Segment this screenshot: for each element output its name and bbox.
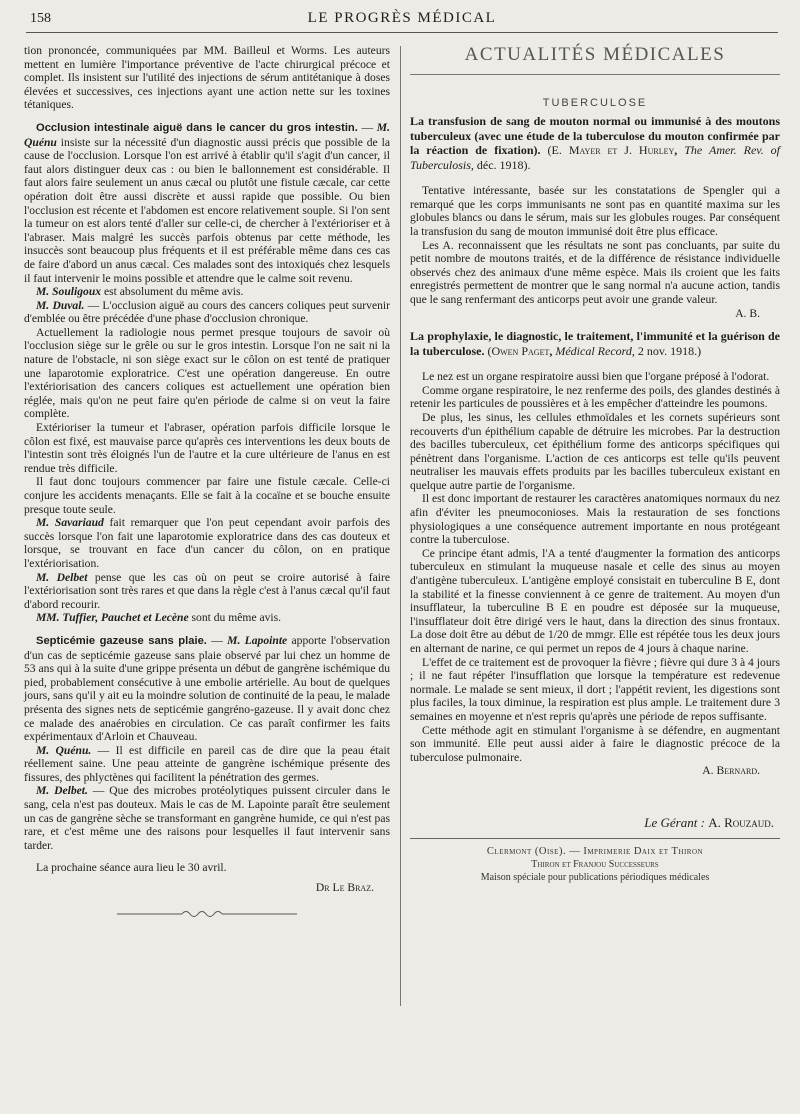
paragraph — [24, 285, 390, 299]
paragraph: Tentative intéressante, basée sur les constatations de Spengler qui a remarqué que les corps immunisants ne sont pas en quantité maxima sur les globules blancs ou dans le sérum, mais sur les globules rouges. Par conséquent la transfusion du sang de mouton immunisé doit être plus efficace. — [410, 184, 780, 238]
next-session-note: La prochaine séance aura lieu le 30 avril. — [36, 861, 227, 875]
gerant-name: A. Rouzaud. — [708, 814, 774, 830]
signature: Dr Le Braz. — [315, 881, 374, 895]
speaker: M. Souligoux — [36, 285, 102, 299]
paragraph — [24, 784, 390, 852]
paragraph: Les A. reconnaissent que les résultats ne sont pas concluants, par suite du petit nombre de moutons traités, et de la différence de résistance individuelle observés chez des animaux d'une même espèce. Mais ils croient que les faits enregistrés permettent de montrer que le sang normal n'a aucune action, tandis que le sang renfermant des anticorps peut avoir une grande valeur. — [410, 238, 780, 306]
paragraph-text: est absolument du même avis. — [101, 285, 244, 299]
section-septicemie: Septicémie gazeuse sans plaie. — M. Lapointe apporte l'observation d'un cas de septicémie gazeuse sans plaie observé par lui chez un homme de 53 ans qui à la suite d'une grippe présenta un début de gangrène ischémique du pied, probablement consécutive à une embolie artérielle. Au bout de quelques jours, sans qu'il y ait eu la moindre solution de continuité de la peau, le malade présenta des signes nets de septicémie gangréno-gazeuse. Il y avait donc chez ce malade des anaérobies en circulation. Ce cas paraît confirmer les faits expérimentaux d'Arloin et Chauveau. — [24, 633, 391, 744]
squiggle-ornament-icon — [117, 909, 297, 919]
section-title: Occlusion intestinale aiguë dans le cancer du gros intestin. — [36, 121, 358, 134]
paragraph: tion prononcée, communiquées par MM. Bailleul et Worms. Les auteurs mettent en lumière l'importance préventive de l'acte chirurgical précoce et complet. Ils insistent sur l'utilité des injections de sérum antitétanique à doses élevées et successives, ces injections ayant une action nette sur les toxines tétaniques. — [24, 44, 390, 112]
speaker: M. Quénu — [24, 120, 390, 149]
imprint-successors: Thiron et Franjou Successeurs — [531, 858, 659, 870]
reference-prefix: ( — [484, 343, 492, 358]
paragraph: De plus, les sinus, les cellules ethmoïdales et les cornets supérieurs sont recouverts d'un épithélium capable de détruire les microbes. Par la destruction des bacilles tuberculeux, cet épithélium forme des anticorps spécifiques qui pénètrent dans l'organisme. L'action de ces anticorps est telle qu'ils peuvent neutraliser les mauvais effets produits par les bacilles tuberculeux existant en quelque autre partie de l'organisme. — [410, 410, 780, 492]
article-title-text: La prophylaxie, le diagnostic, le traitement, l'immunité et la guérison de la tuberculose. — [410, 329, 780, 358]
article-title: La prophylaxie, le diagnostic, le traitement, l'immunité et la guérison de la tuberculose. (Owen Paget, Médical Record, 2 nov. 1918.) — [410, 329, 780, 358]
section-occlusion: Occlusion intestinale aiguë dans le cancer du gros intestin. — M. Quénu insiste sur la nécessité d'un diagnostic aussi précis que possible de la cause de l'occlusion. Lorsque l'on est arrivé à établir qu'il s'agit d'un cancer, il faut alors distinguer deux cas : ou bien le ballonnement est considérable. Il faut alors faire seulement un anus cæcal ou plutôt une fistule cæcale, car cette opération doit être aussi discrète et aussi rapide que possible. Ou bien l'occlusion est récente et l'abdomen est encore relativement souple. Si l'on sent la tumeur on est alors tenté d'aller sur celle-ci, de chercher à l'extérioriser et à l'abraser. Mais malgré les succès parfois obtenus par cette méthode, les insuccès sont beaucoup plus fréquents et il est préférable même dans ces cas de faire d'abord un anus cæcal. Ces malades sont des intoxiqués chez lesquels il faut intervenir le moins possible et attendre que le calme soit revenu. — [24, 120, 390, 285]
speaker: M. Savariaud — [36, 516, 104, 530]
left-column — [24, 44, 390, 922]
article-signature: A. Bernard. — [702, 764, 760, 778]
paragraph-text: — Il est difficile en pareil cas de dire que la peau était réellement saine. Une peau atteinte de gangrène ischémique présente des fissures, des phlyctènes qui facilitent la pénétration des germes. — [24, 743, 390, 784]
speaker: M. Lapointe — [227, 633, 288, 647]
speaker: M. Quénu. — [36, 743, 92, 757]
imprint-rule — [410, 838, 780, 839]
gerant-label: Le Gérant : — [644, 814, 709, 830]
end-ornament — [24, 909, 390, 923]
paragraph-text: insiste sur la nécessité d'un diagnostic aussi précis que possible de la cause de l'occlusion. Lorsque l'on est arrivé à établir qu'il s'agit d'un cancer, il faut alors distinguer deux cas : ou bien le ballonnement est considérable. Il faut alors faire seulement un anus cæcal ou plutôt une fistule cæcale, car cette opération doit être aussi discrète et aussi rapide que possible. Ou bien l'occlusion est récente et l'abdomen est encore relativement souple. Si l'on sent la tumeur on est alors tenté d'aller sur celle-ci, de chercher à l'extérioriser et à l'abraser. Mais malgré les succès parfois obtenus par cette méthode, les insuccès sont beaucoup plus fréquents et il est préférable même dans ces cas de faire d'abord un anus cæcal. Ces malades sont des intoxiqués chez lesquels il faut intervenir le moins possible et attendre que le calme soit revenu. — [24, 135, 390, 285]
article-authors: Mayer et J. Hurley — [568, 143, 675, 158]
article-title: La transfusion de sang de mouton normal ou immunisé à des moutons tuberculeux (avec une étude de la tuberculose du mouton confirmée par la réaction de fixation). (E. Mayer et J. Hurley, The Amer. Rev. of Tuberculosis, déc. 1918). — [410, 114, 781, 172]
reference-prefix: (E. — [540, 143, 569, 158]
paragraph — [24, 611, 390, 625]
paragraph: Extérioriser la tumeur et l'abraser, opération parfois difficile lorsque le côlon est fixé, est mauvaise parce qu'après ces interventions les deux bouts de l'intestin sont très éloignés l'un de l'autre et la cure ultérieure de l'anus en est rendue très difficile. — [24, 421, 390, 475]
paragraph: Comme organe respiratoire, le nez renferme des poils, des glandes destinés à retenir les particules de poussières et à les empêcher d'atteindre les poumons. — [410, 383, 780, 411]
article-journal: Médical Record — [555, 343, 632, 358]
subsection-heading: TUBERCULOSE — [542, 96, 648, 109]
paragraph — [24, 516, 390, 570]
paragraph: L'effet de ce traitement est de provoquer la fièvre ; fièvre qui dure 3 à 4 jours ; il ne faut répéter l'insufflation que lorsque la température est redevenue normale. Le malade se sent mieux, il dort ; l'appétit revient, les digestions sont plus faciles, la toux diminue, la respiration est plus ample. Le traitement dure 3 semaines en moyenne et n'est repris qu'après une période de repos suffisante. — [410, 655, 780, 723]
paragraph: Le nez est un organe respiratoire aussi bien que l'organe préposé à l'odorat. — [422, 370, 770, 384]
speaker: M. Delbet — [36, 570, 88, 584]
article-title-text: La transfusion de sang de mouton normal ou immunisé à des moutons tuberculeux (avec une étude de la tuberculose du mouton confirmée par la réaction de fixation). — [410, 114, 780, 158]
speaker: MM. Tuffier, Pauchet et Lecène — [36, 611, 189, 625]
right-column — [410, 44, 780, 884]
article-journal: The Amer. Rev. of Tuberculosis — [410, 143, 781, 172]
paragraph-text: pense que les cas où on peut se croire autorisé à faire l'extériorisation sont très rares et que dans la règle c'est à l'anus cæcal qu'il faut d'abord recourir. — [24, 570, 390, 611]
imprint-printer: Clermont (Oise). — Imprimerie Daix et Thiron — [486, 845, 704, 857]
reference-suffix: , 2 nov. 1918.) — [631, 343, 702, 358]
page-number: 158 — [30, 11, 51, 26]
paragraph-text: — Que des microbes protéolytiques puissent circuler dans le sang, cela n'est pas douteux. Mais le cas de M. Lapointe paraît être seulement un cas de gangrène sèche se transformant en gangrène humide, ce qui n'est pas rare, et c'est même une des raisons pour lesquelles il faut intervenir sans tarder. — [24, 784, 390, 852]
gerant-line — [410, 816, 774, 830]
paragraph — [24, 299, 390, 326]
section-banner: ACTUALITÉS MÉDICALES — [464, 44, 726, 65]
speaker: M. Duval. — [36, 298, 85, 312]
paragraph: Il est donc important de restaurer les caractères anatomiques normaux du nez afin d'éviter les pneumoconioses. Mais la restauration de ses fonctions physiologiques a une conséquence autrement importante en nous protégeant contre la tuberculose. — [410, 492, 780, 547]
paragraph: Actuellement la radiologie nous permet presque toujours de savoir où l'occlusion siège sur le grêle ou sur le gros intestin. Lorsque l'on ne sait ni la nature de l'obstacle, ni son siège exact sur le côlon on est tenté de pratiquer une laparotomie exploratrice. C'est une opération dangereuse. En outre l'extériorisation des cancers coliques est actuellement une opération bien réglée, mais qu'on ne peut faire qu'en période de calme si on veut la faire complète. — [24, 325, 390, 421]
journal-title: LE PROGRÈS MÉDICAL — [307, 10, 497, 26]
paragraph: Il faut donc toujours commencer par faire une fistule cæcale. Celle-ci conjure les accidents menaçants. Elle se fait à la cocaïne et se bouche ensuite presque toute seule. — [24, 475, 390, 516]
banner-rule — [410, 74, 780, 75]
paragraph-text: sont du même avis. — [188, 611, 282, 625]
paragraph: Ce principe étant admis, l'A a tenté d'augmenter la formation des anticorps tuberculeux en stimulant la muqueuse nasale et celle des sinus au moyen d'antigène tuberculeux. L'antigène employé consistait en tuberculine B E, dont la stabilité et la finesse conviennent à ce genre de traitement. Au moyen d'un insufflateur, la tuberculine B E en poudre est déposée sur la muqueuse, l'insufflateur doit être dirigé vers le haut, dans la direction des sinus frontaux. La dose doit être au début de 1/20 de mmgr. Elle est répétée tous les deux jours en alternant de narine, ce qui permet un repos de 4 jours à chaque narine. — [410, 546, 780, 655]
imprint-specialty: Maison spéciale pour publications périodiques médicales — [480, 871, 710, 883]
paragraph: Cette méthode agit en stimulant l'organisme à se défendre, en augmentant son immunité. Elle peut aussi aider à faire le diagnostic précoce de la tuberculose pulmonaire. — [410, 723, 780, 764]
paragraph-text: fait remarquer que l'on peut cependant avoir parfois des succès lorsque l'on fait une laparotomie exploratrice dans des cas douteux et lorsque, se trouvant en face d'un cancer du côlon, on en pratique l'extériorisation. — [24, 516, 390, 570]
article-authors: Owen Paget — [491, 343, 550, 358]
article-signature: A. B. — [735, 306, 760, 320]
paragraph-text: — L'occlusion aiguë au cours des cancers coliques peut survenir d'emblée ou être précédée d'une phase d'occlusion chronique. — [24, 298, 390, 326]
paragraph-text: apporte l'observation d'un cas de septicémie gazeuse sans plaie observé par lui chez un homme de 53 ans qui à la suite d'une grippe présenta un début de gangrène ischémique du pied, probablement consécutive à une embolie artérielle. Au bout de quelques jours, sans qu'il y ait eu la moindre solution de continuité de la peau, le malade présenta des signes nets de septicémie gangréno-gazeuse. Il y avait donc chez ce malade des anaérobies en circulation. Ce cas paraît confirmer les faits expérimentaux d'Arloin et Chauveau. — [24, 633, 391, 744]
page-header — [26, 8, 778, 33]
reference-suffix: , déc. 1918). — [470, 157, 531, 172]
column-divider — [400, 46, 401, 1006]
imprint — [410, 845, 780, 884]
paragraph — [24, 744, 390, 785]
speaker: M. Delbet. — [36, 784, 88, 798]
section-title: Septicémie gazeuse sans plaie. — [36, 634, 207, 647]
paragraph — [24, 571, 390, 612]
